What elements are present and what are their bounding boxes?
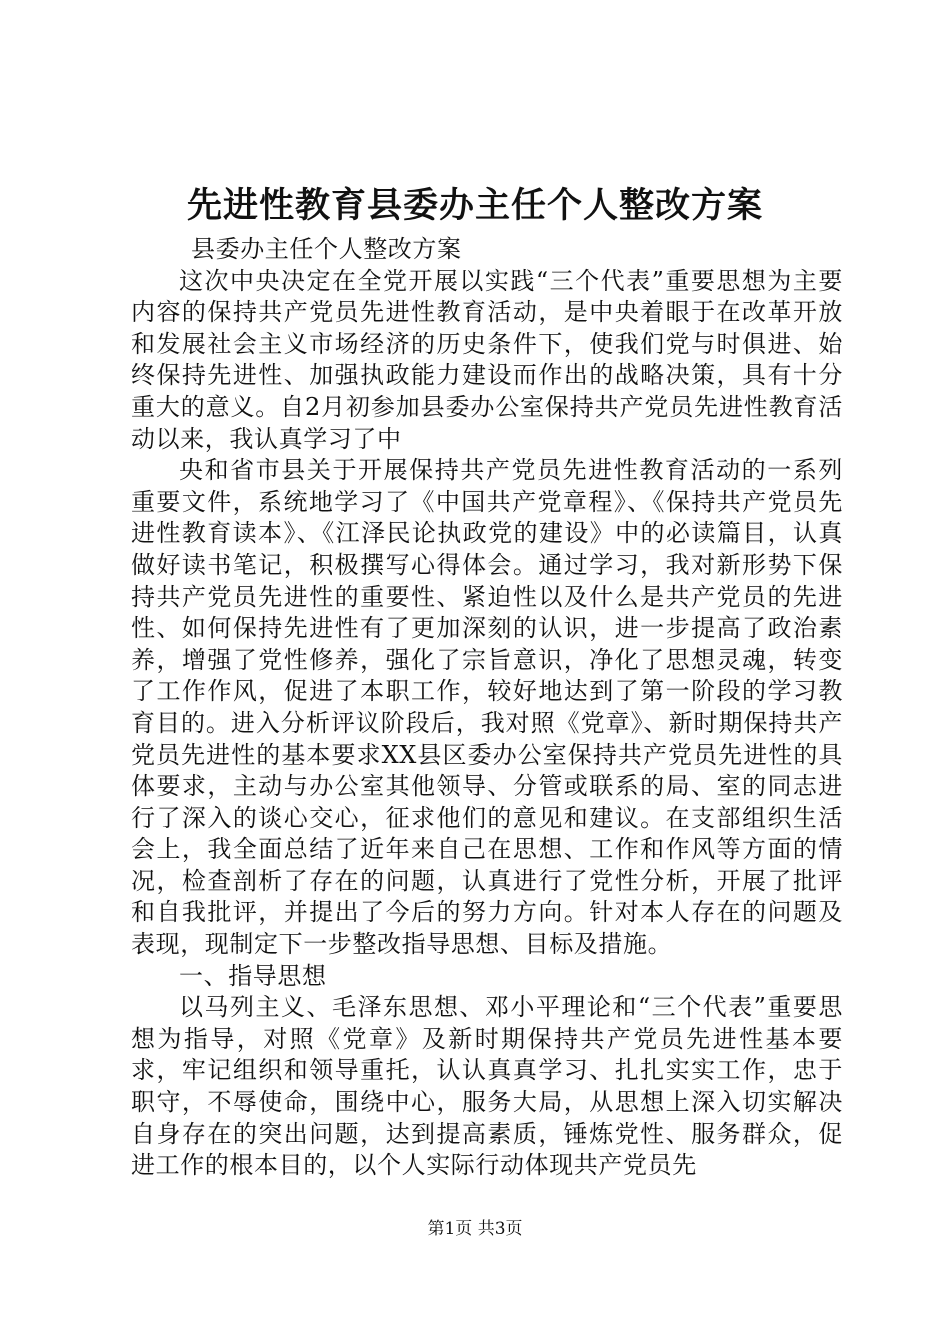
document-body (131, 234, 843, 1182)
paragraph-intro: 这次中央决定在全党开展以实践“三个代表”重要思想为主要内容的保持共产党员先进性教育活动，是中央着眼于在改革开放和发展社会主义市场经济的历史条件下，使我们党与时俱进、始终保持先进性、加强执政能力建设而作出的战略决策，具有十分重大的意义。自2月初参加县委办公室保持共产党员先进性教育活动以来，我认真学习了中 (131, 266, 843, 453)
paragraph-study: 央和省市县关于开展保持共产党员先进性教育活动的一系列重要文件，系统地学习了《中国共产党章程》、《保持共产党员先进性教育读本》、《江泽民论执政党的建设》中的必读篇目，认真做好读书笔记，积极撰写心得体会。通过学习，我对新形势下保持共产党员先进性的重要性、紧迫性以及什么是共产党员的先进性、如何保持先进性有了更加深刻的认识，进一步提高了政治素养，增强了党性修养，强化了宗旨意识，净化了思想灵魂，转变了工作作风，促进了本职工作，较好地达到了第一阶段的学习教育目的。进入分析评议阶段后，我对照《党章》、新时期保持共产党员先进性的基本要求XX县区委办公室保持共产党员先进性的具体要求，主动与办公室其他领导、分管或联系的局、室的同志进行了深入的谈心交心，征求他们的意见和建议。在支部组织生活会上，我全面总结了近年来自己在思想、工作和作风等方面的情况，检查剖析了存在的问题，认真进行了党性分析，开展了批评和自我批评，并提出了今后的努力方向。针对本人存在的问题及表现，现制定下一步整改指导思想、目标及措施。 (131, 456, 843, 959)
paragraph-guiding-thought: 以马列主义、毛泽东思想、邓小平理论和“三个代表”重要思想为指导，对照《党章》及新时期保持共产党员先进性基本要求，牢记组织和领导重托，认认真真学习、扎扎实实工作，忠于职守，不辱使命，围绕中心，服务大局，从思想上深入切实解决自身存在的突出问题，达到提高素质，锤炼党性、服务群众，促进工作的根本目的，以个人实际行动体现共产党员先 (131, 993, 843, 1180)
page-footer: 第1页 共3页 (427, 1219, 523, 1239)
document-subtitle: 县委办主任个人整改方案 (191, 235, 462, 263)
document-title: 先进性教育县委办主任个人整改方案 (186, 185, 763, 226)
section-heading-guiding-thought: 一、指导思想 (179, 961, 327, 990)
